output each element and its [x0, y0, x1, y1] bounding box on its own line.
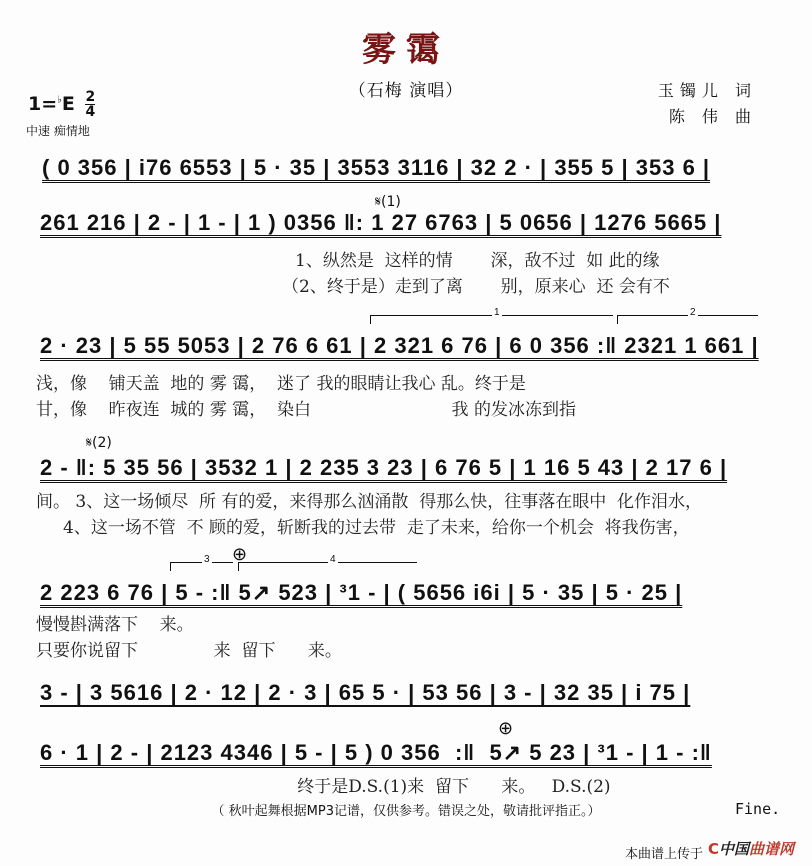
notes: ( 0 356 | i76 6553 | 5 · 35 | 3553 3116 | 32 2 · | 355 5 | 353 6 |	[42, 155, 711, 180]
lyricist-credit: 玉镯儿 词	[657, 81, 757, 100]
segno-icon: 𝄋(1)	[375, 194, 401, 210]
volta-bracket-1	[370, 307, 613, 324]
time-top: 2	[85, 89, 96, 105]
singer-credit: （石梅 演唱）	[348, 81, 464, 101]
score-row-2	[0, 194, 812, 297]
logo-text-b: 曲谱网	[749, 840, 795, 858]
logo-icon: C	[708, 840, 720, 858]
upload-credit: 本曲谱上传于	[625, 847, 704, 862]
notes: 2 - ‖: 5 35 56 | 3532 1 | 2 235 3 23 | 6 76 5 | 1 16 5 43 | 2 17 6 |	[40, 455, 728, 480]
volta-bracket-4	[238, 554, 417, 571]
lyrics-verse-1: 1、纵然是 这样的情 深，敌不过 如 此的缘	[295, 251, 660, 271]
volta-number: 1	[494, 307, 500, 318]
volta-number: 4	[330, 554, 336, 565]
key-signature	[28, 90, 95, 119]
notes: 2 223 6 76 | 5 - :‖ 5↗ 523 | ³1 - | ( 5656 i6i | 5 · 35 | 5 · 25 |	[40, 580, 683, 605]
notes: 3 - | 3 5616 | 2 · 12 | 2 · 3 | 65 5 · | 53 56 | 3 - | 32 35 | i 75 |	[40, 680, 691, 705]
notes: 261 216 | 2 - | 1 - | 1 ) 0356 ‖: 1 27 6763 | 5 0656 | 1276 5665 |	[40, 210, 722, 235]
lyrics-verse-4: 4、这一场不管 不 顾的爱，斩断我的过去带 走了未来，给你一个机会 将我伤害，	[36, 518, 690, 538]
score-row-4	[0, 435, 812, 538]
score-row-5	[0, 544, 812, 661]
lyrics-verse-2: 甘，像 昨夜连 城的 雾 霭， 染白 我 的发冰冻到指	[36, 400, 576, 420]
site-logo[interactable]	[708, 838, 794, 859]
volta-bracket-3	[170, 554, 233, 571]
volta-number: 3	[204, 554, 210, 565]
key-note: E	[61, 93, 75, 115]
composer-credit: 陈 伟 曲	[668, 107, 757, 126]
tempo-marking: 中速 痴情地	[26, 124, 90, 138]
notes: 2 · 23 | 5 55 5053 | 2 76 6 61 | 2 321 6 76 | 6 0 356 :‖ 2321 1 661 |	[40, 333, 759, 358]
volta-number: 2	[690, 307, 696, 318]
fine-marking: Fine.	[735, 800, 781, 818]
score-row-3	[0, 307, 812, 420]
flat-icon: ♭	[57, 94, 62, 106]
time-signature	[85, 90, 95, 119]
lyrics-verse-3: 间。 3、这一场倾尽 所 有的爱，来得那么汹涌散 得那么快，往事落在眼中 化作泪水，	[36, 492, 703, 512]
page-title: 雾霭	[362, 30, 450, 70]
transcriber-note: （ 秋叶起舞根据MP3记谱，仅供参考。错误之处，敬请批评指正。）	[211, 804, 601, 819]
notes: 6 · 1 | 2 - | 2123 4346 | 5 - | 5 ) 0 356 :‖ 5↗ 5 23 | ³1 - | 1 - :‖	[40, 740, 712, 765]
score-row-7	[0, 718, 812, 797]
lyrics-verse-1: 浅，像 铺天盖 地的 雾 霭， 迷了 我的眼睛让我心 乱。终于是	[36, 374, 526, 394]
lyrics-verse-a: 慢慢斟满落下 来。	[36, 615, 194, 635]
coda-icon: ⊕	[498, 718, 514, 739]
lyrics-verse-b: 只要你说留下 来 留下 来。	[36, 641, 342, 661]
lyrics-ending: 终于是D.S.(1)来 留下 来。 D.S.(2)	[0, 777, 611, 797]
coda-icon: ⊕	[232, 544, 248, 565]
time-bottom: 4	[85, 104, 96, 120]
segno-icon: 𝄋(2)	[86, 435, 112, 451]
logo-text-a: 中国	[719, 840, 750, 858]
volta-bracket-2	[617, 307, 758, 324]
key-prefix: 1=	[28, 93, 58, 115]
lyrics-verse-2: （2、终于是）走到了离 别，原来心 还 会有不	[282, 277, 670, 297]
score-row-1	[0, 155, 812, 185]
score-row-6	[0, 680, 812, 710]
